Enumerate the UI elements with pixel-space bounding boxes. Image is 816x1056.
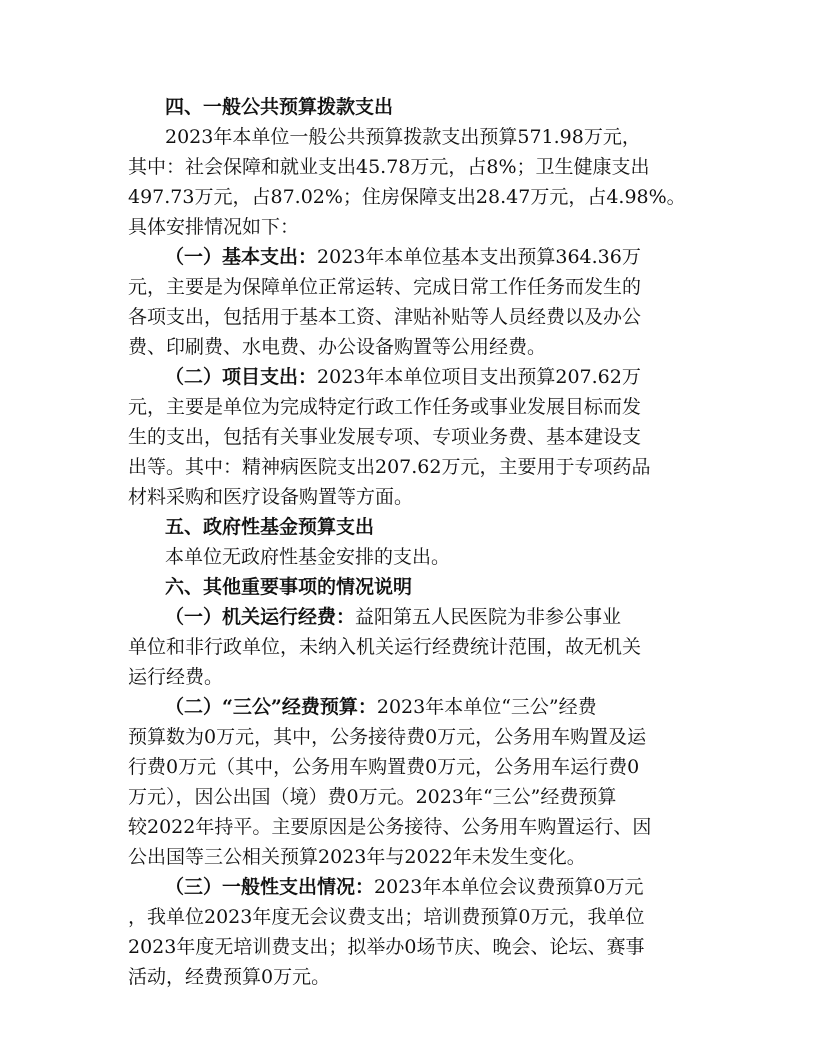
op-cost-line2: 单位和非行政单位，未纳入机关运行经费统计范围，故无机关 xyxy=(128,636,642,658)
sangong-label: （二）“三公”经费预算： xyxy=(165,696,377,718)
op-cost-line1 xyxy=(165,603,621,632)
s5-para1: 本单位无政府性基金安排的支出。 xyxy=(165,546,451,568)
project-expense-line5: 材料采购和医疗设备购置等方面。 xyxy=(128,486,414,508)
s4-para1-line4: 具体安排情况如下： xyxy=(128,216,300,238)
op-cost-text: 益阳第五人民医院为非参公事业 xyxy=(355,606,622,628)
section-5-heading: 五、政府性基金预算支出 xyxy=(165,516,375,538)
project-expense-text: 2023年本单位项目支出预算207.62万 xyxy=(317,366,641,388)
sangong-line3: 行费0万元（其中，公务用车购置费0万元，公务用车运行费0 xyxy=(128,756,640,778)
project-expense-line1 xyxy=(165,363,641,392)
project-expense-line3: 生的支出，包括有关事业发展专项、专项业务费、基本建设支 xyxy=(128,426,642,448)
sangong-line5: 较2022年持平。主要原因是公务接待、公务用车购置运行、因 xyxy=(128,816,652,838)
sangong-text: 2023年本单位“三公”经费 xyxy=(376,696,597,718)
general-expense-line1 xyxy=(165,873,643,902)
sangong-line6: 公出国等三公相关预算2023年与2022年未发生变化。 xyxy=(128,846,586,868)
section-4-heading: 四、一般公共预算拨款支出 xyxy=(165,96,394,118)
basic-expense-line2: 元，主要是为保障单位正常运转、完成日常工作任务而发生的 xyxy=(128,276,642,298)
project-expense-label: （二）项目支出： xyxy=(165,366,318,388)
general-expense-line4: 活动，经费预算0万元。 xyxy=(128,966,331,988)
basic-expense-line4: 费、印刷费、水电费、办公设备购置等公用经费。 xyxy=(128,336,547,358)
project-expense-line4: 出等。其中：精神病医院支出207.62万元，主要用于专项药品 xyxy=(128,456,651,478)
op-cost-label: （一）机关运行经费： xyxy=(165,606,356,628)
basic-expense-line3: 各项支出，包括用于基本工资、津贴补贴等人员经费以及办公 xyxy=(128,306,642,328)
basic-expense-line1 xyxy=(165,243,641,272)
project-expense-line2: 元，主要是单位为完成特定行政工作任务或事业发展目标而发 xyxy=(128,396,642,418)
s4-para1-line2: 其中：社会保障和就业支出45.78万元，占8%；卫生健康支出 xyxy=(128,156,650,178)
op-cost-line3: 运行经费。 xyxy=(128,666,224,688)
basic-expense-label: （一）基本支出： xyxy=(165,246,318,268)
s4-para1-line1: 2023年本单位一般公共预算拨款支出预算571.98万元， xyxy=(165,126,641,148)
sangong-line4: 万元），因公出国（境）费0万元。2023年“三公”经费预算 xyxy=(128,786,617,808)
general-expense-label: （三）一般性支出情况： xyxy=(165,876,375,898)
s4-para1-line3: 497.73万元，占87.02%；住房保障支出28.47万元，占4.98%。 xyxy=(128,186,686,208)
basic-expense-text: 2023年本单位基本支出预算364.36万 xyxy=(317,246,641,268)
general-expense-text: 2023年本单位会议费预算0万元 xyxy=(374,876,644,898)
general-expense-line2: ，我单位2023年度无会议费支出；培训费预算0万元，我单位 xyxy=(128,906,645,928)
sangong-line2: 预算数为0万元，其中，公务接待费0万元，公务用车购置及运 xyxy=(128,726,647,748)
section-6-heading: 六、其他重要事项的情况说明 xyxy=(165,576,413,598)
general-expense-line3: 2023年度无培训费支出；拟举办0场节庆、晚会、论坛、赛事 xyxy=(128,936,645,958)
sangong-line1 xyxy=(165,693,597,722)
